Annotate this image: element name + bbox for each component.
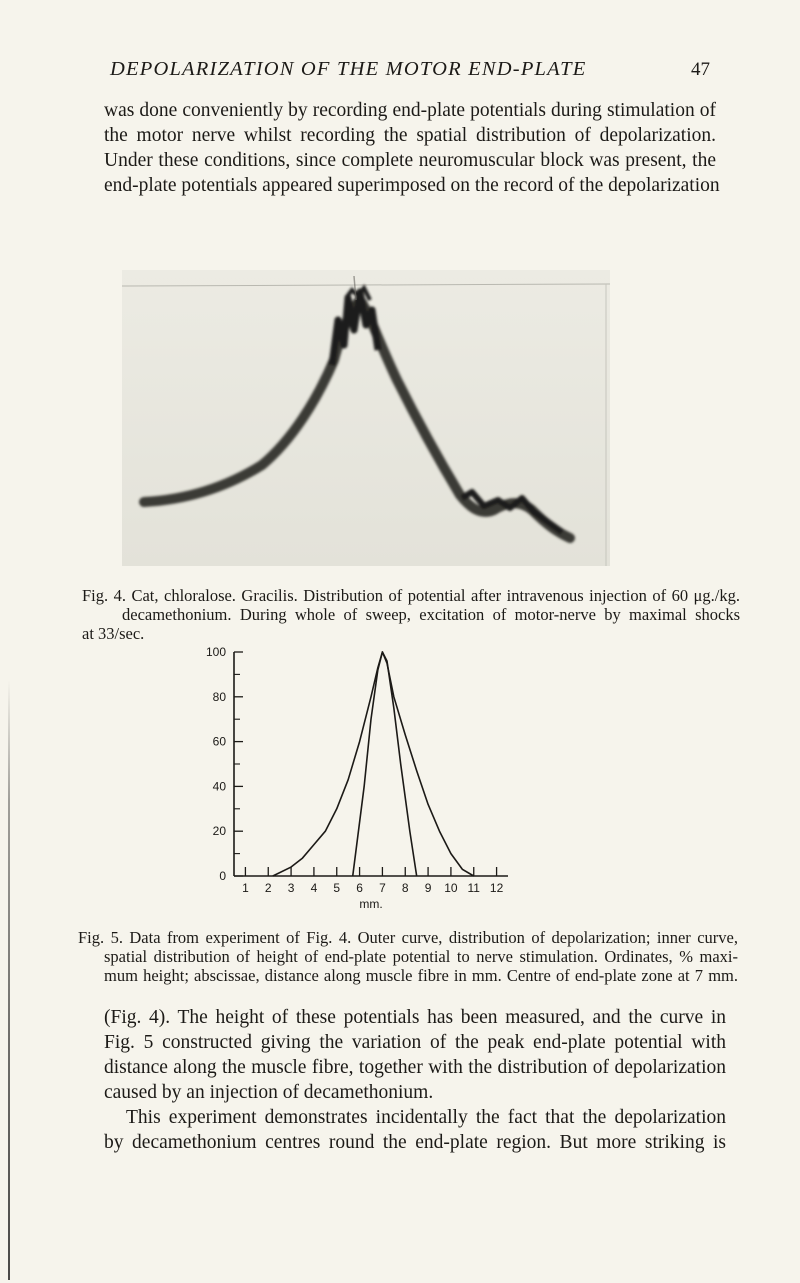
x-tick-label: 2	[264, 881, 272, 895]
figure-5-chart	[180, 640, 540, 920]
inner-curve-end-plate-potential	[353, 652, 417, 876]
caption-line: Fig. 4. Cat, chloralose. Gracilis. Distribution of potential after intravenous injection of 60 μg./kg.	[82, 586, 740, 605]
paragraph-top	[104, 98, 720, 198]
figure-4-oscilloscope-record	[122, 270, 610, 566]
text-line: was done conveniently by recording end-plate potentials during stimulation of	[104, 100, 716, 121]
caption-line: decamethonium. During whole of sweep, excitation of motor-nerve by maximal shocks	[122, 605, 740, 624]
x-tick-label: 5	[333, 881, 341, 895]
text-line: by decamethonium centres round the end-plate region. But more striking is	[104, 1132, 726, 1153]
x-tick-label: 9	[424, 881, 432, 895]
figure-5-caption	[78, 928, 738, 985]
y-tick-label: 0	[219, 869, 226, 883]
page-header	[110, 58, 710, 81]
figure-5-chart-svg	[180, 640, 540, 920]
x-tick-label: 3	[287, 881, 295, 895]
y-tick-label: 40	[212, 779, 226, 794]
figure-4-caption	[82, 586, 740, 643]
x-tick-label: 1	[242, 881, 249, 895]
caption-line: Fig. 5. Data from experiment of Fig. 4. Outer curve, distribution of depolarization; inner curve,	[78, 928, 738, 947]
running-title: DEPOLARIZATION OF THE MOTOR END-PLATE	[110, 58, 587, 80]
paragraph-bottom	[104, 1005, 726, 1155]
x-tick-label: 7	[379, 881, 386, 895]
x-axis-label: mm.	[359, 897, 383, 911]
text-line: This experiment demonstrates incidentally the fact that the depolarization	[126, 1107, 726, 1128]
caption-line: spatial distribution of height of end-plate potential to nerve stimulation. Ordinates, % maxi-	[104, 947, 738, 966]
text-line: Under these conditions, since complete neuromuscular block was present, the	[104, 150, 716, 171]
y-tick-label: 100	[205, 645, 226, 659]
caption-line: at 33/sec.	[82, 624, 145, 643]
x-tick-label: 10	[444, 881, 458, 895]
oscilloscope-trace-image	[122, 270, 610, 566]
scan-edge-shadow	[8, 680, 10, 1280]
text-line: distance along the muscle fibre, together with the distribution of depolarization	[104, 1057, 726, 1078]
x-tick-label: 11	[467, 881, 480, 895]
text-line: (Fig. 4). The height of these potentials has been measured, and the curve in	[104, 1007, 726, 1028]
outer-curve-depolarization	[273, 652, 474, 876]
text-line: the motor nerve whilst recording the spatial distribution of depolarization.	[104, 125, 716, 146]
x-tick-label: 8	[401, 881, 409, 895]
y-tick-label: 60	[212, 734, 226, 749]
x-tick-label: 4	[310, 881, 318, 895]
y-tick-label: 80	[212, 689, 226, 704]
text-line: caused by an injection of decamethonium.	[104, 1082, 434, 1103]
text-line: Fig. 5 constructed giving the variation of the peak end-plate potential with	[104, 1032, 726, 1053]
caption-line: mum height; abscissae, distance along muscle fibre in mm. Centre of end-plate zone at 7 mm.	[104, 966, 738, 985]
page-number: 47	[691, 59, 710, 80]
y-tick-label: 20	[212, 824, 226, 839]
text-line: end-plate potentials appeared superimposed on the record of the depolarization	[104, 175, 720, 196]
x-tick-label: 12	[489, 881, 504, 895]
x-tick-label: 6	[356, 881, 363, 895]
